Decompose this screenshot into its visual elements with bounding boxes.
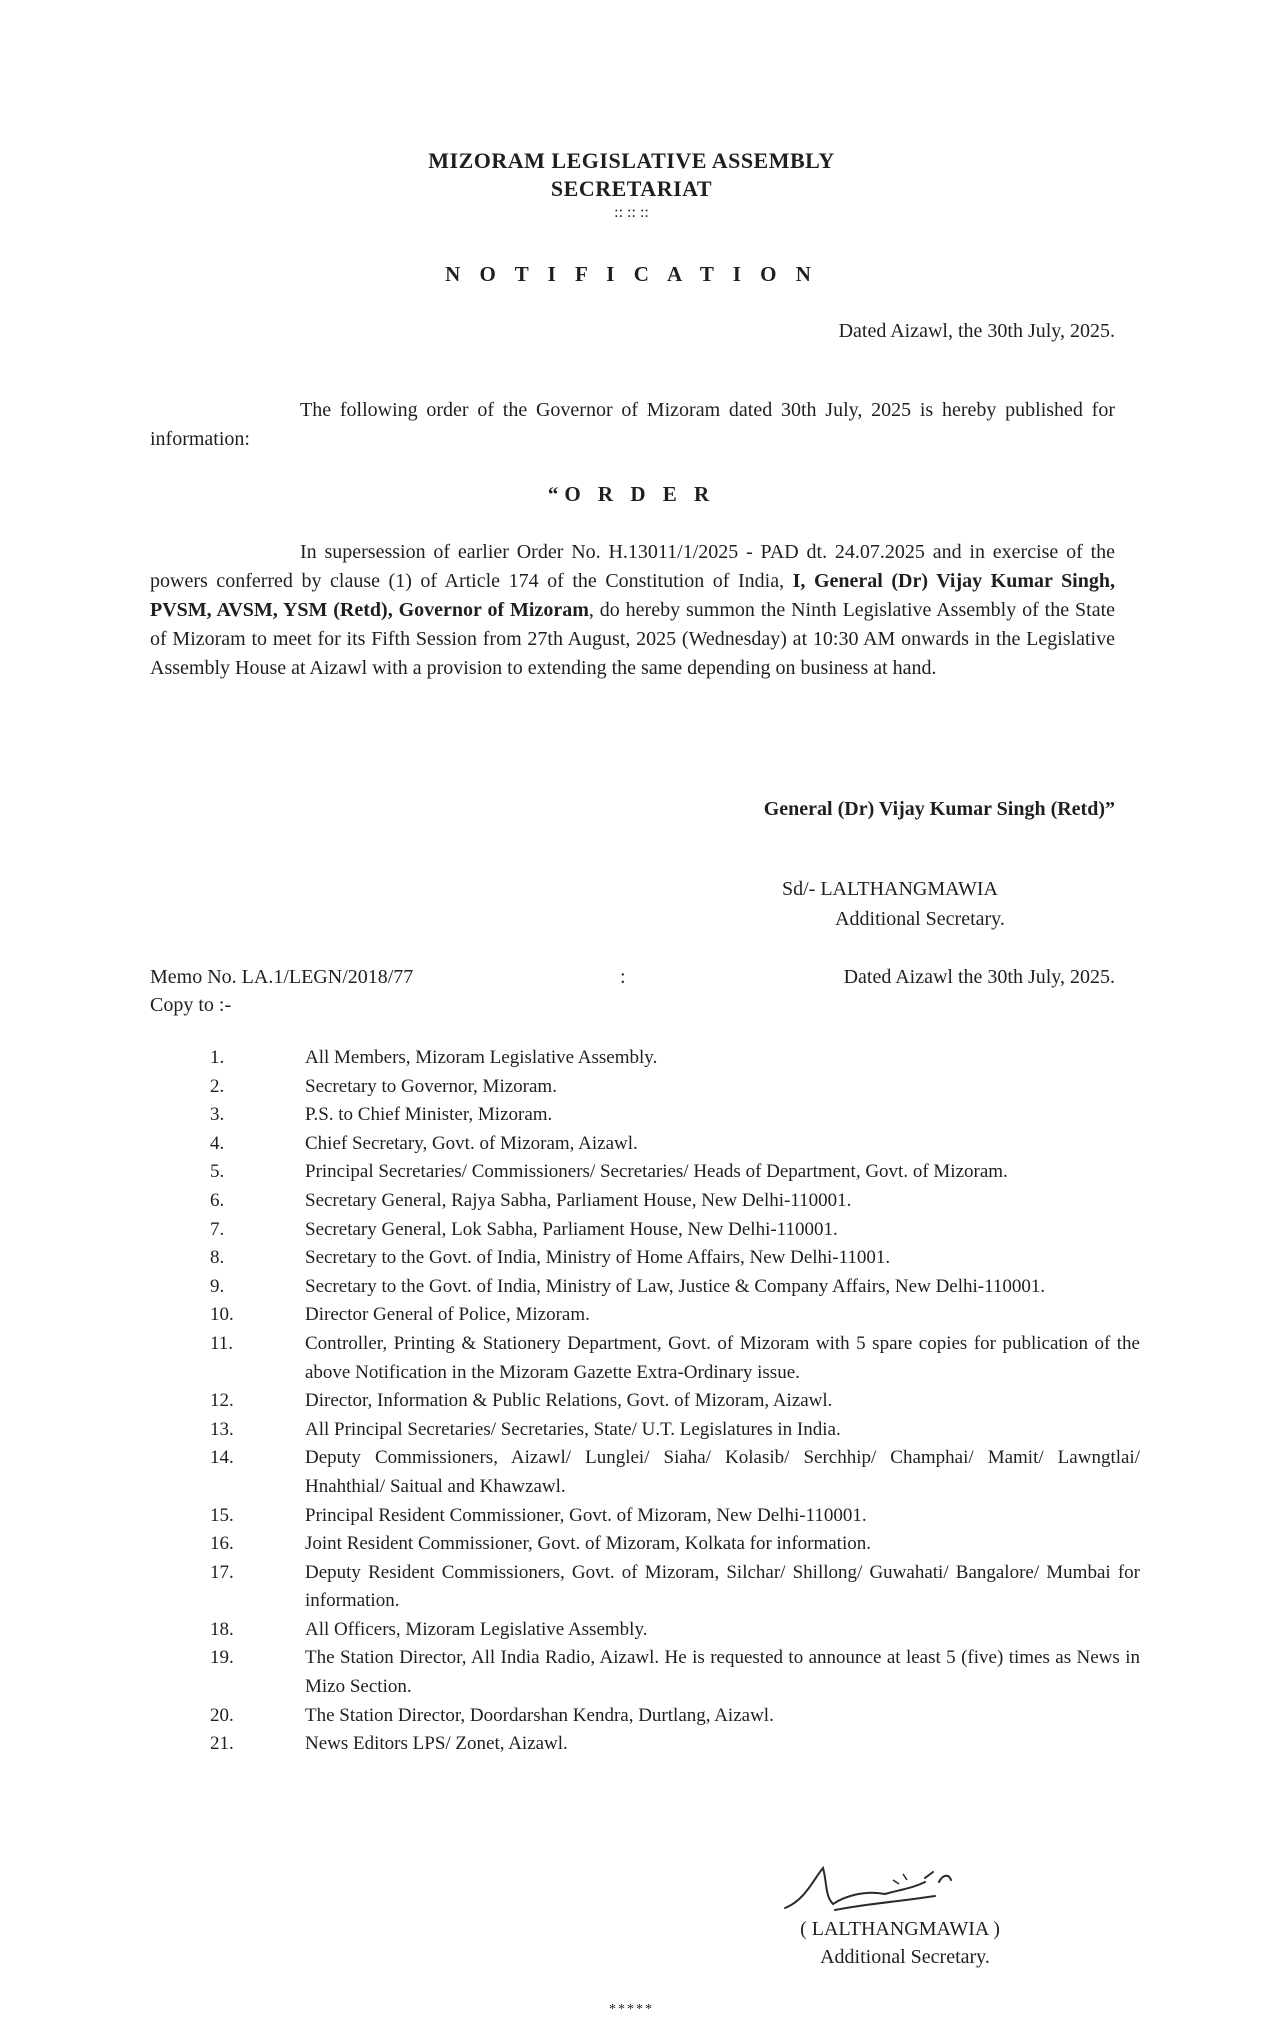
list-item-text: Principal Secretaries/ Commissioners/ Secretaries/ Heads of Department, Govt. of Mizoram.	[305, 1161, 1008, 1183]
list-item-text: All Members, Mizoram Legislative Assembly.	[305, 1047, 658, 1068]
list-item-number: 11.	[210, 1332, 234, 1354]
order-paragraph	[150, 538, 1115, 683]
list-item-number: 14.	[210, 1447, 234, 1469]
list-item	[210, 1244, 1140, 1273]
memo-dated: Dated Aizawl the 30th July, 2025.	[843, 966, 1115, 988]
list-item	[210, 1130, 1140, 1159]
list-item-text: Chief Secretary, Govt. of Mizoram, Aizawl.	[305, 1132, 638, 1154]
list-item-text: All Principal Secretaries/ Secretaries, State/ U.T. Legislatures in India.	[305, 1418, 841, 1440]
header-dots: :: :: ::	[614, 204, 649, 221]
intro-paragraph: The following order of the Governor of Mizoram dated 30th July, 2025 is hereby published for information:	[150, 399, 1115, 450]
list-item-number: 21.	[210, 1733, 234, 1755]
list-item-number: 10.	[210, 1304, 234, 1326]
list-item-text: Controller, Printing & Stationery Department, Govt. of Mizoram with 5 spare copies for publication of the above Notification in the Mizoram Gazette Extra-Ordinary issue.	[305, 1332, 1140, 1383]
closing-designation: Additional Secretary.	[820, 1946, 990, 1968]
list-item-text: P.S. to Chief Minister, Mizoram.	[305, 1104, 553, 1126]
list-item-number: 12.	[210, 1390, 234, 1412]
sd-designation: Additional Secretary.	[835, 908, 1005, 930]
list-item-text: Joint Resident Commissioner, Govt. of Mizoram, Kolkata for information.	[305, 1533, 871, 1555]
list-item-text: Secretary General, Rajya Sabha, Parliament House, New Delhi-110001.	[305, 1189, 852, 1211]
list-item-number: 5.	[210, 1161, 225, 1183]
list-item-text: The Station Director, Doordarshan Kendra, Durtlang, Aizawl.	[305, 1704, 774, 1726]
list-item-text: Deputy Commissioners, Aizawl/ Lunglei/ Siaha/ Kolasib/ Serchhip/ Champhai/ Mamit/ Lawngtlai/ Hnahthial/ Saitual and Khawzawl.	[305, 1447, 1140, 1497]
list-item	[210, 1073, 1140, 1102]
list-item-text: Director General of Police, Mizoram.	[305, 1304, 590, 1326]
list-item-number: 3.	[210, 1104, 225, 1126]
list-item	[210, 1644, 1140, 1701]
list-item-text: All Officers, Mizoram Legislative Assembly.	[305, 1618, 648, 1640]
list-item-text: Secretary to the Govt. of India, Ministry of Home Affairs, New Delhi-11001.	[305, 1247, 891, 1269]
list-item-number: 2.	[210, 1075, 225, 1097]
list-item-number: 15.	[210, 1504, 234, 1526]
governor-signature: General (Dr) Vijay Kumar Singh (Retd)”	[763, 798, 1115, 820]
copy-list	[210, 1044, 1140, 1759]
governor-name-bold: I, General (Dr) Vijay Kumar Singh, PVSM, AVSM, YSM (Retd), Governor of Mizoram	[150, 570, 1115, 621]
list-item	[210, 1387, 1140, 1416]
list-item-text: The Station Director, All India Radio, Aizawl. He is requested to announce at least 5 (five) times as News in Mizo Section.	[305, 1647, 1140, 1698]
list-item	[210, 1158, 1140, 1187]
list-item	[210, 1044, 1140, 1073]
list-item-number: 20.	[210, 1704, 234, 1726]
list-item-text: Secretary General, Lok Sabha, Parliament House, New Delhi-110001.	[305, 1218, 838, 1240]
list-item-text: News Editors LPS/ Zonet, Aizawl.	[305, 1733, 568, 1755]
list-item-number: 16.	[210, 1533, 234, 1555]
copy-to-label: Copy to :-	[150, 994, 232, 1016]
list-item-text: Director, Information & Public Relations, Govt. of Mizoram, Aizawl.	[305, 1390, 833, 1412]
list-item-number: 18.	[210, 1618, 234, 1640]
list-item	[210, 1730, 1140, 1759]
list-item	[210, 1416, 1140, 1445]
list-item-number: 9.	[210, 1275, 225, 1297]
memo-number: Memo No. LA.1/LEGN/2018/77	[150, 966, 414, 988]
list-item	[210, 1559, 1140, 1616]
list-item-number: 1.	[210, 1047, 225, 1068]
list-item-text: Secretary to the Govt. of India, Ministry of Law, Justice & Company Affairs, New Delhi-110001.	[305, 1275, 1046, 1297]
list-item-number: 8.	[210, 1247, 225, 1269]
list-item-number: 19.	[210, 1647, 234, 1669]
footer-stars: *****	[609, 2002, 654, 2017]
list-item-number: 17.	[210, 1561, 234, 1583]
list-item-number: 13.	[210, 1418, 234, 1440]
order-title: “O R D E R	[547, 482, 716, 506]
list-item-text: Principal Resident Commissioner, Govt. of Mizoram, New Delhi-110001.	[305, 1504, 867, 1526]
list-item	[210, 1444, 1140, 1501]
list-item	[210, 1502, 1140, 1531]
list-item	[210, 1530, 1140, 1559]
list-item-number: 7.	[210, 1218, 225, 1240]
order-para-part2: , do hereby summon the Ninth Legislative Assembly of the State of Mizoram to meet for its Fifth Session from 27th August, 2025 (Wednesday) at 10:30 AM onwards in the Legislative Assembly House at Aizawl with a provision to extending the same depending on business at hand.	[150, 599, 1116, 679]
list-item	[210, 1301, 1140, 1330]
list-item	[210, 1216, 1140, 1245]
handwritten-signature	[775, 1860, 975, 1920]
list-item	[210, 1330, 1140, 1387]
list-item-number: 6.	[210, 1189, 225, 1211]
dated-top: Dated Aizawl, the 30th July, 2025.	[838, 320, 1115, 342]
header-line2: SECRETARIAT	[550, 176, 713, 201]
list-item-text: Deputy Resident Commissioners, Govt. of Mizoram, Silchar/ Shillong/ Guwahati/ Bangalore/ Mumbai for information.	[305, 1561, 1140, 1612]
list-item	[210, 1187, 1140, 1216]
list-item-number: 4.	[210, 1132, 225, 1154]
list-item	[210, 1702, 1140, 1731]
header-line1: MIZORAM LEGISLATIVE ASSEMBLY	[428, 148, 835, 173]
notification-title: N O T I F I C A T I O N	[445, 262, 818, 286]
order-para-part1: In supersession of earlier Order No. H.13011/1/2025 - PAD dt. 24.07.2025 and in exercise of the powers conferred by clause (1) of Article 174 of the Constitution of India,	[150, 541, 1115, 592]
memo-colon: :	[620, 966, 626, 988]
closing-name: ( LALTHANGMAWIA )	[800, 1918, 1000, 1940]
list-item	[210, 1101, 1140, 1130]
list-item	[210, 1273, 1140, 1302]
list-item-text: Secretary to Governor, Mizoram.	[305, 1075, 557, 1097]
sd-line: Sd/- LALTHANGMAWIA	[782, 878, 998, 900]
list-item	[210, 1616, 1140, 1645]
